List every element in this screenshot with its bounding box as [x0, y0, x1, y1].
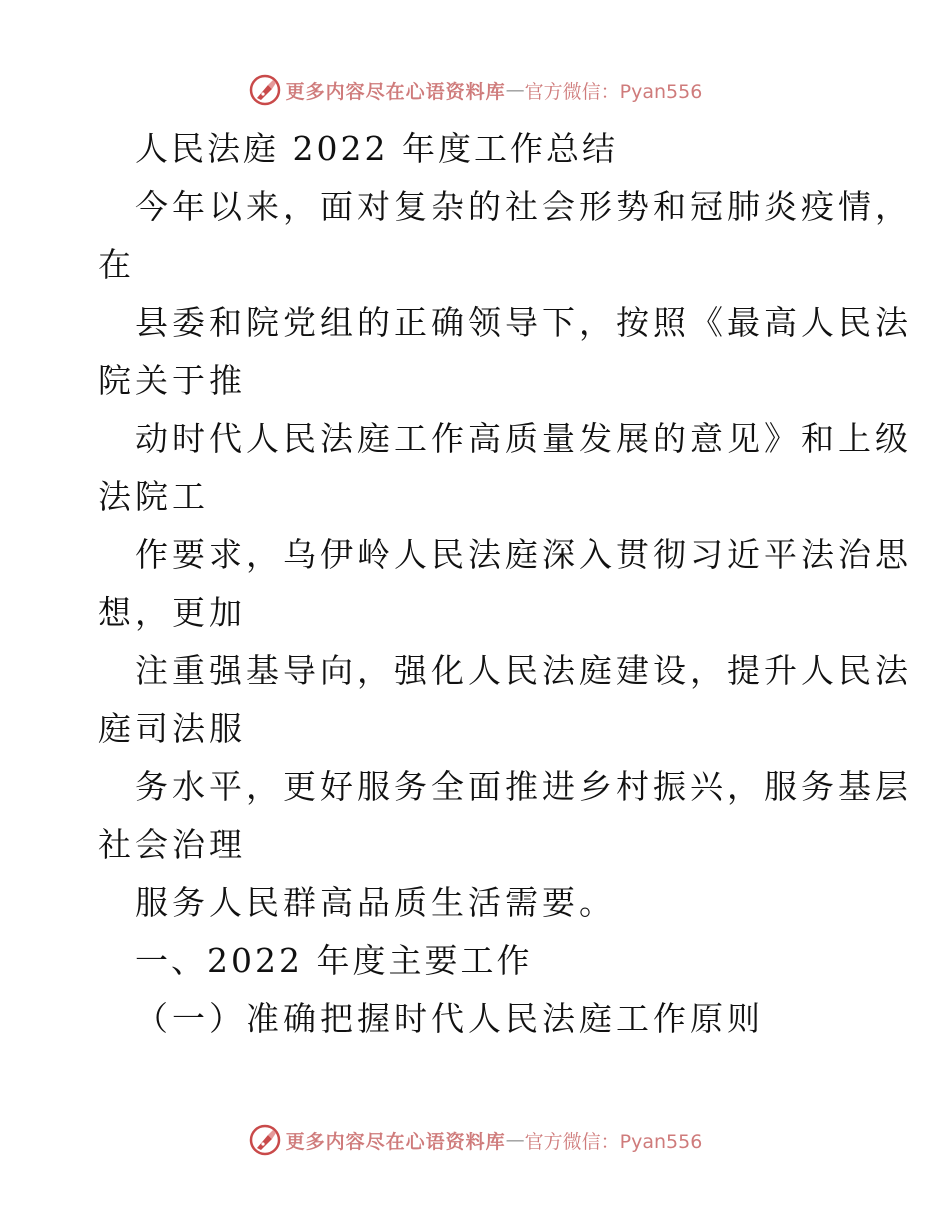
- section-heading: 一、2022 年度主要工作: [135, 941, 533, 980]
- paragraph-line: 务水平，更好服务全面推进乡村振兴，服务基层: [135, 767, 912, 806]
- watermark-separator: —: [505, 79, 525, 101]
- paragraph-line: 院关于推: [98, 361, 246, 400]
- document-title: 人民法庭 2022 年度工作总结: [135, 129, 618, 168]
- paragraph-line: 动时代人民法庭工作高质量发展的意见》和上级: [135, 419, 912, 458]
- paragraph-line: 注重强基导向，强化人民法庭建设，提升人民法: [135, 651, 912, 690]
- watermark-text: 更多内容尽在心语资料库: [285, 1130, 506, 1153]
- paragraph-line: 县委和院党组的正确领导下，按照《最高人民法: [135, 303, 912, 342]
- paragraph-line: 庭司法服: [98, 709, 246, 748]
- pen-nib-logo-icon: [248, 1123, 282, 1157]
- paragraph-line: 在: [98, 245, 135, 284]
- paragraph-line: 今年以来，面对复杂的社会形势和冠肺炎疫情，: [135, 187, 912, 226]
- header-watermark: [0, 70, 950, 110]
- document-body: [98, 120, 912, 1048]
- paragraph-line: 服务人民群高品质生活需要。: [135, 883, 616, 922]
- watermark-account: 官方微信：Pyan556: [524, 80, 703, 103]
- paragraph-line: 法院工: [98, 477, 209, 516]
- subsection-heading: （一）准确把握时代人民法庭工作原则: [135, 999, 764, 1038]
- watermark-account: 官方微信：Pyan556: [524, 1130, 703, 1153]
- paragraph-line: 作要求，乌伊岭人民法庭深入贯彻习近平法治思: [135, 535, 912, 574]
- pen-nib-logo-icon: [248, 73, 282, 107]
- footer-watermark: [0, 1120, 950, 1160]
- paragraph-line: 想，更加: [98, 593, 246, 632]
- watermark-text: 更多内容尽在心语资料库: [285, 80, 506, 103]
- paragraph-line: 社会治理: [98, 825, 246, 864]
- watermark-separator: —: [505, 1129, 525, 1151]
